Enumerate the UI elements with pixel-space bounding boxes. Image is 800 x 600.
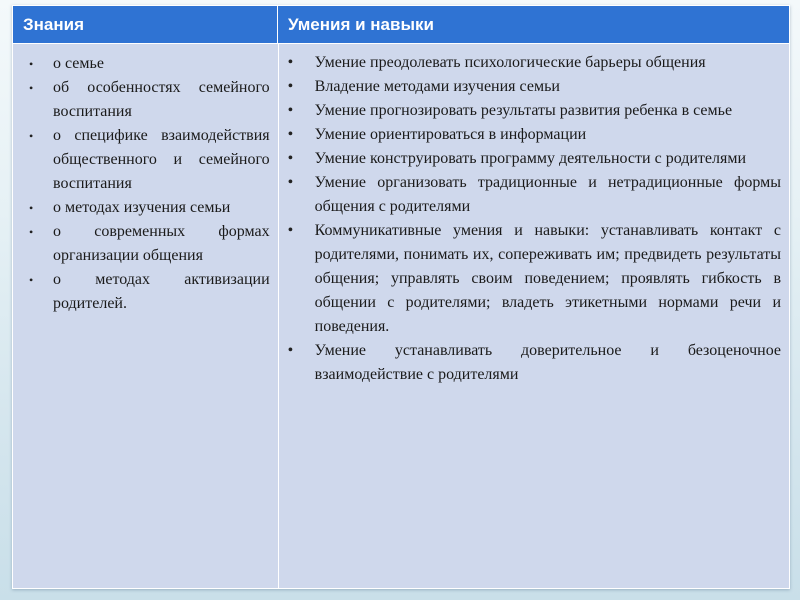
- list-item: • Умение организовать традиционные и нетрадиционные формы общения с родителями: [315, 171, 781, 219]
- list-item: • о современных формах организации общения: [53, 220, 270, 268]
- skills-cell: [279, 44, 789, 588]
- table-body-row: [13, 44, 789, 588]
- knowledge-cell: [13, 44, 279, 588]
- list-item: • Коммуникативные умения и навыки: устанавливать контакт с родителями, понимать их, сопереживать им; предвидеть результаты общения; управлять своим поведением; проявлять гибкость в общении с родителями; владеть этикетными нормами речи и поведения.: [315, 219, 781, 339]
- knowledge-list: [13, 44, 278, 316]
- header-skills: Умения и навыки: [288, 15, 434, 34]
- list-item: • Умение конструировать программу деятельности с родителями: [315, 147, 781, 171]
- competency-table: [12, 5, 790, 589]
- header-knowledge: Знания: [13, 6, 278, 43]
- list-item: • об особенностях семейного воспитания: [53, 76, 270, 124]
- list-item: • о семье: [53, 52, 270, 76]
- list-item: • Умение устанавливать доверительное и безоценочное взаимодействие с родителями: [315, 339, 781, 387]
- list-item: • Умение прогнозировать результаты развития ребенка в семье: [315, 99, 781, 123]
- skills-list: [279, 44, 789, 387]
- list-item: • Владение методами изучения семьи: [315, 75, 781, 99]
- table-header-row: [13, 6, 789, 44]
- list-item: • о методах изучения семьи: [53, 196, 270, 220]
- list-item: • о методах активизации родителей.: [53, 268, 270, 316]
- list-item: • о специфике взаимодействия общественного и семейного воспитания: [53, 124, 270, 196]
- list-item: • Умение преодолевать психологические барьеры общения: [315, 51, 781, 75]
- list-item: • Умение ориентироваться в информации: [315, 123, 781, 147]
